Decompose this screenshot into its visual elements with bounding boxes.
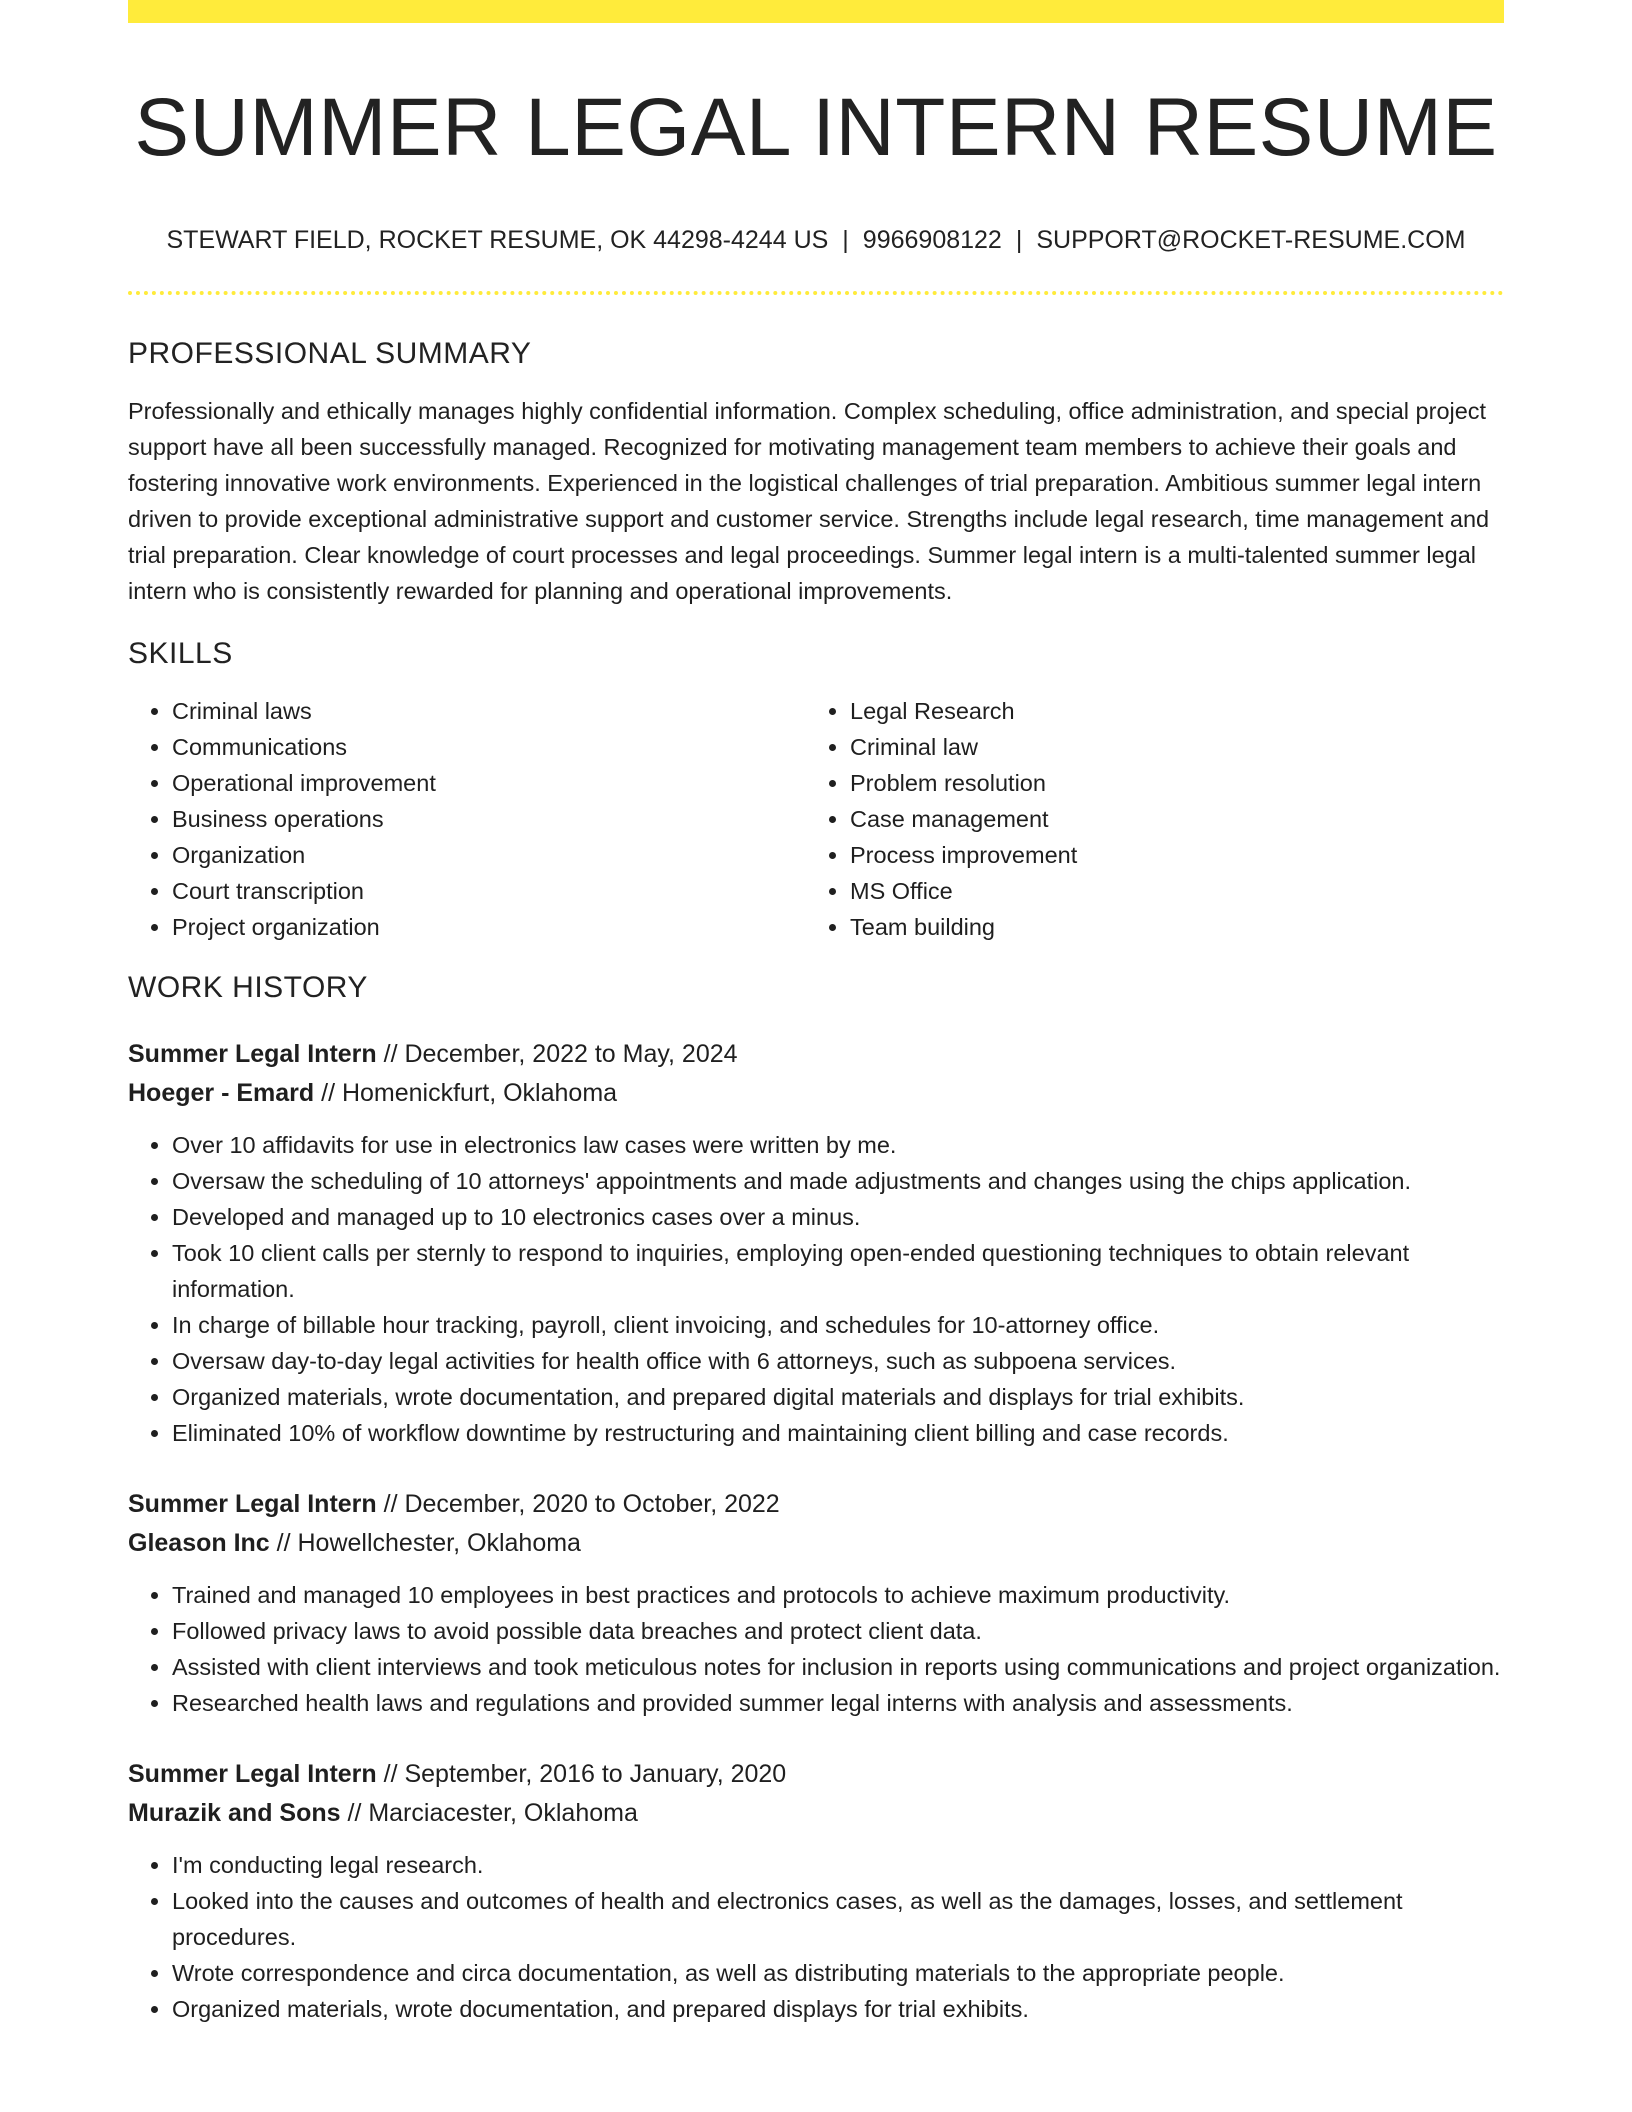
job-entry (128, 1485, 1504, 1721)
job-bullet: • In charge of billable hour tracking, payroll, client invoicing, and schedules for 10-attorney office. (172, 1307, 1504, 1343)
job-bullet: • Organized materials, wrote documentation, and prepared digital materials and displays for trial exhibits. (172, 1379, 1504, 1415)
job-bullets (128, 1127, 1504, 1451)
top-accent-bar (128, 0, 1504, 23)
skill-item: • Team building (850, 909, 1500, 945)
contact-separator: | (1015, 226, 1023, 255)
skills-grid (128, 693, 1504, 945)
skill-item: • Business operations (172, 801, 806, 837)
job-company: Gleason Inc (128, 1529, 270, 1558)
job-company-line (128, 1524, 1504, 1563)
job-bullet: • Oversaw the scheduling of 10 attorneys' appointments and made adjustments and changes using the chips application. (172, 1163, 1504, 1199)
job-dates: // September, 2016 to January, 2020 (376, 1760, 787, 1789)
skill-item: • Legal Research (850, 693, 1500, 729)
job-dates: // December, 2020 to October, 2022 (376, 1490, 780, 1519)
dotted-divider (128, 291, 1504, 295)
contact-phone: 9966908122 (862, 226, 1002, 255)
skill-item: • Court transcription (172, 873, 806, 909)
job-location: // Marciacester, Oklahoma (340, 1799, 638, 1828)
job-location: // Homenickfurt, Oklahoma (314, 1079, 618, 1108)
job-title-line (128, 1755, 1504, 1794)
job-bullet: • Over 10 affidavits for use in electronics law cases were written by me. (172, 1127, 1504, 1163)
skill-item: • Criminal law (850, 729, 1500, 765)
skill-item: • Organization (172, 837, 806, 873)
contact-email: SUPPORT@ROCKET-RESUME.COM (1036, 226, 1466, 255)
job-entry (128, 1035, 1504, 1451)
skill-item: • Communications (172, 729, 806, 765)
skill-item: • Operational improvement (172, 765, 806, 801)
summary-heading: PROFESSIONAL SUMMARY (128, 337, 532, 371)
job-bullet: • Eliminated 10% of workflow downtime by restructuring and maintaining client billing and case records. (172, 1415, 1504, 1451)
job-bullet: • Developed and managed up to 10 electronics cases over a minus. (172, 1199, 1504, 1235)
contact-line (128, 225, 1504, 255)
resume-title: SUMMER LEGAL INTERN RESUME (134, 82, 1498, 173)
job-company: Murazik and Sons (128, 1799, 341, 1828)
skills-heading: SKILLS (128, 637, 233, 671)
job-bullet: • Followed privacy laws to avoid possible data breaches and protect client data. (172, 1613, 1504, 1649)
job-bullet: • Researched health laws and regulations and provided summer legal interns with analysis and assessments. (172, 1685, 1504, 1721)
job-entry (128, 1755, 1504, 2027)
job-title: Summer Legal Intern (128, 1760, 377, 1789)
contact-address: STEWART FIELD, ROCKET RESUME, OK 44298-4244 US (166, 226, 829, 255)
summary-text: Professionally and ethically manages highly confidential information. Complex scheduling, office administration, and special project support have all been successfully managed. Recognized for motivating management team members to achieve their goals and fostering innovative work environments. Experienced in the logistical challenges of trial preparation. Ambitious summer legal intern driven to provide exceptional administrative support and customer service. Strengths include legal research, time management and trial preparation. Clear knowledge of court processes and legal proceedings. Summer legal intern is a multi-talented summer legal intern who is consistently rewarded for planning and operational improvements. (128, 398, 1490, 605)
job-bullet: • I'm conducting legal research. (172, 1847, 1504, 1883)
skills-list-right (806, 693, 1500, 945)
job-bullets (128, 1577, 1504, 1721)
skills-list-left (128, 693, 806, 945)
skill-item: • Problem resolution (850, 765, 1500, 801)
job-title: Summer Legal Intern (128, 1490, 377, 1519)
job-bullet: • Looked into the causes and outcomes of health and electronics cases, as well as the damages, losses, and settlement procedures. (172, 1883, 1504, 1955)
job-bullets (128, 1847, 1504, 2027)
contact-separator: | (842, 226, 849, 255)
job-title-line (128, 1485, 1504, 1524)
job-bullet: • Oversaw day-to-day legal activities for health office with 6 attorneys, such as subpoena services. (172, 1343, 1504, 1379)
job-title-line (128, 1035, 1504, 1074)
skill-item: • Case management (850, 801, 1500, 837)
work-history-heading: WORK HISTORY (128, 971, 368, 1005)
job-company-line (128, 1074, 1504, 1113)
job-bullet: • Took 10 client calls per sternly to respond to inquiries, employing open-ended questioning techniques to obtain relevant information. (172, 1235, 1504, 1307)
job-company: Hoeger - Emard (128, 1079, 315, 1108)
job-bullet: • Trained and managed 10 employees in best practices and protocols to achieve maximum productivity. (172, 1577, 1504, 1613)
job-title: Summer Legal Intern (128, 1040, 377, 1069)
job-location: // Howellchester, Oklahoma (269, 1529, 581, 1558)
job-bullet: • Assisted with client interviews and took meticulous notes for inclusion in reports using communications and project organization. (172, 1649, 1504, 1685)
job-bullet: • Organized materials, wrote documentation, and prepared displays for trial exhibits. (172, 1991, 1504, 2027)
job-dates: // December, 2022 to May, 2024 (376, 1040, 738, 1069)
skill-item: • MS Office (850, 873, 1500, 909)
job-bullet: • Wrote correspondence and circa documentation, as well as distributing materials to the appropriate people. (172, 1955, 1504, 1991)
job-company-line (128, 1794, 1504, 1833)
skill-item: • Criminal laws (172, 693, 806, 729)
resume-page (128, 0, 1504, 2027)
skill-item: • Process improvement (850, 837, 1500, 873)
skill-item: • Project organization (172, 909, 806, 945)
